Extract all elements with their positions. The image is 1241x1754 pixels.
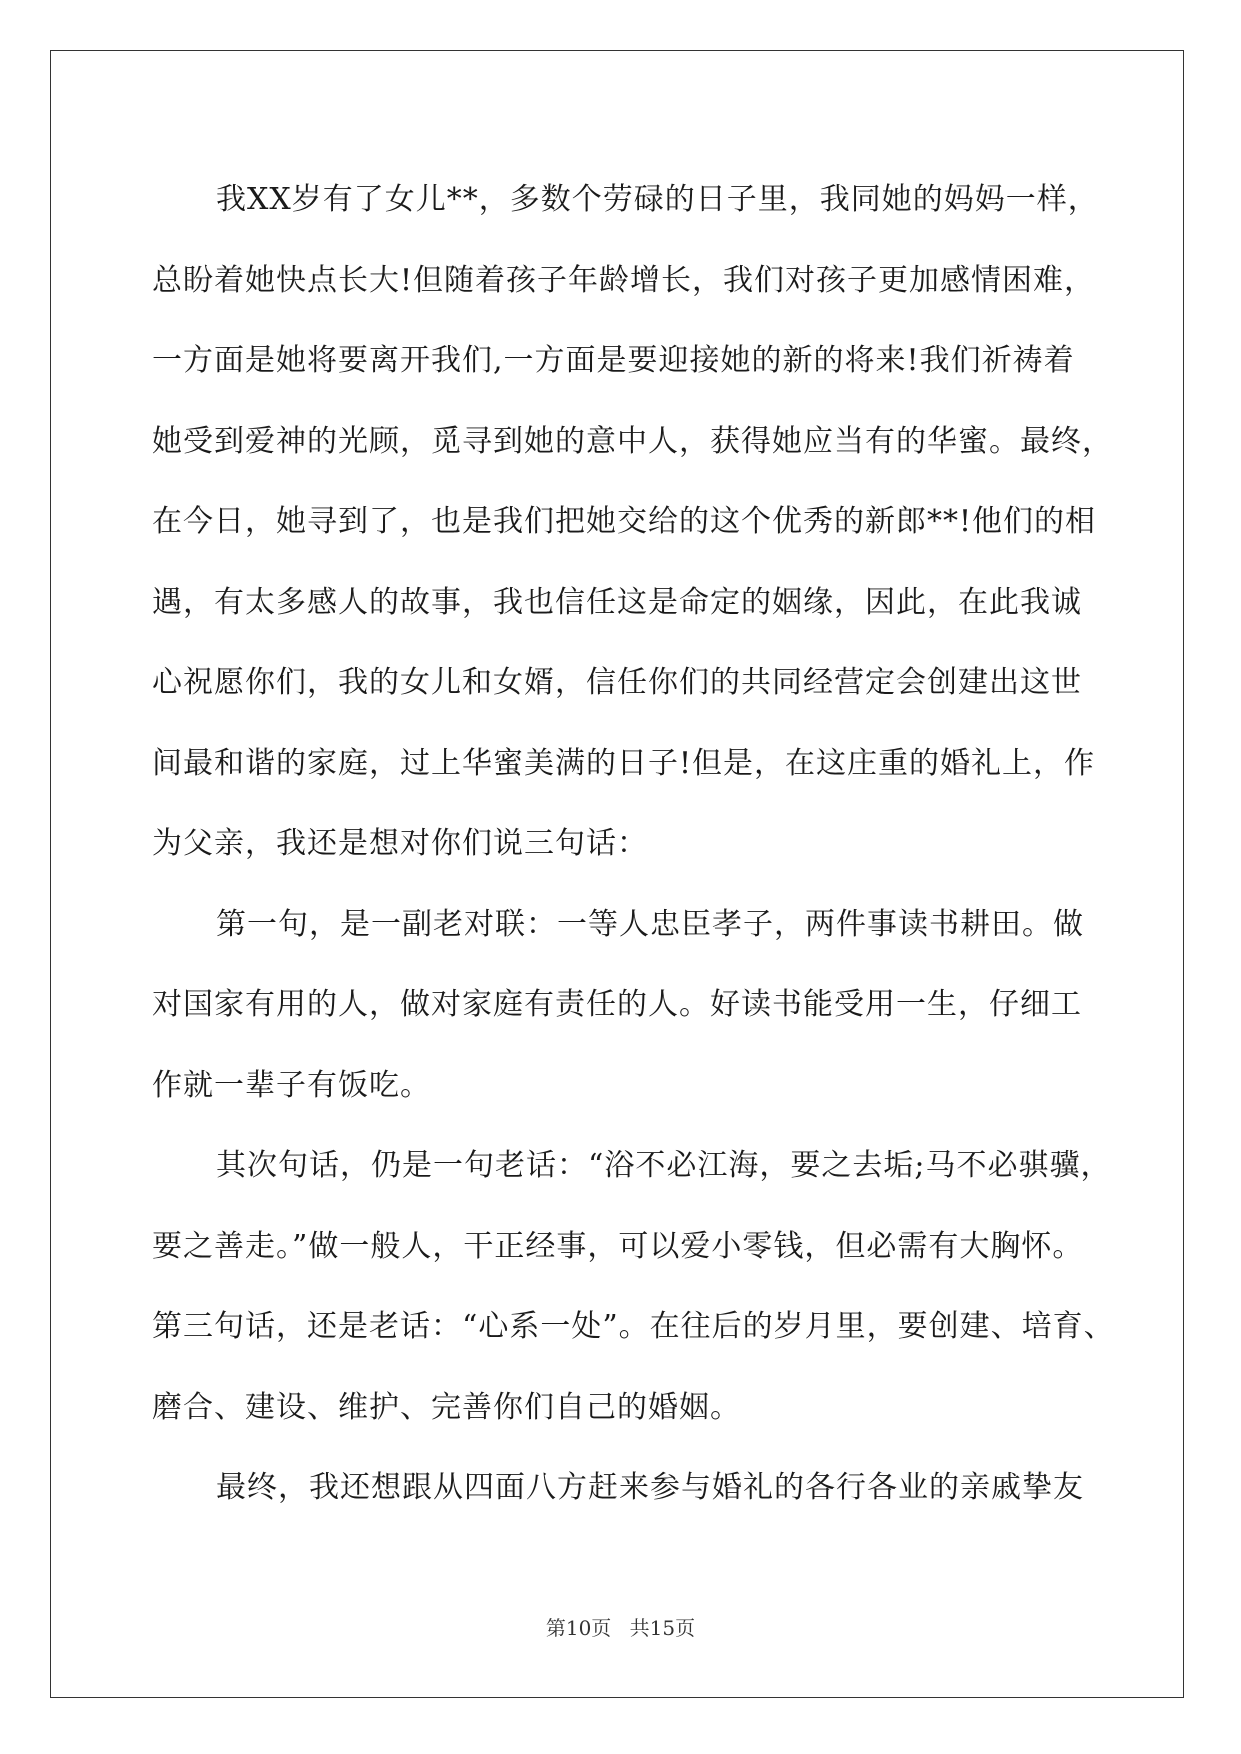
text-line: 总盼着她快点长大!但随着孩子年龄增长，我们对孩子更加感情困难， bbox=[152, 262, 1096, 298]
page-footer bbox=[0, 1612, 1241, 1641]
text-line: 我XX岁有了女儿**，多数个劳碌的日子里，我同她的妈妈一样， bbox=[216, 182, 1099, 217]
text-line: 第一句，是一副老对联：一等人忠臣孝子，两件事读书耕田。做 bbox=[216, 906, 1084, 942]
text-line: 一方面是她将要离开我们,一方面是要迎接她的新的将来!我们祈祷着 bbox=[152, 343, 1075, 378]
text-line: 为父亲，我还是想对你们说三句话： bbox=[152, 826, 648, 861]
text-line: 第三句话，还是老话：“心系一处”。在往后的岁月里，要创建、培育、 bbox=[152, 1309, 1115, 1344]
text-line: 对国家有用的人，做对家庭有责任的人。好读书能受用一生，仔细工 bbox=[152, 987, 1082, 1022]
text-line: 她受到爱神的光顾，觅寻到她的意中人，获得她应当有的华蜜。最终， bbox=[152, 423, 1113, 459]
document-body bbox=[152, 160, 1115, 1529]
text-line: 间最和谐的家庭，过上华蜜美满的日子!但是，在这庄重的婚礼上，作 bbox=[152, 745, 1096, 781]
text-line: 磨合、建设、维护、完善你们自己的婚姻。 bbox=[152, 1389, 741, 1425]
text-line: 心祝愿你们，我的女儿和女婿，信任你们的共同经营定会创建出这世 bbox=[152, 665, 1082, 700]
text-line: 最终，我还想跟从四面八方赶来参与婚礼的各行各业的亲戚挚友 bbox=[216, 1470, 1084, 1505]
text-line: 作就一辈子有饭吃。 bbox=[152, 1067, 431, 1103]
text-line: 其次句话，仍是一句老话：“浴不必江海，要之去垢;马不必骐骥， bbox=[216, 1148, 1112, 1183]
text-line: 要之善走。”做一般人，干正经事，可以爱小零钱，但必需有大胸怀。 bbox=[152, 1228, 1084, 1264]
text-line: 遇，有太多感人的故事，我也信任这是命定的姻缘，因此，在此我诚 bbox=[152, 584, 1082, 620]
page-number-current: 第10页 bbox=[545, 1616, 612, 1640]
page-number-total: 共15页 bbox=[629, 1616, 696, 1640]
text-line: 在今日，她寻到了，也是我们把她交给的这个优秀的新郎**!他们的相 bbox=[152, 504, 1097, 539]
